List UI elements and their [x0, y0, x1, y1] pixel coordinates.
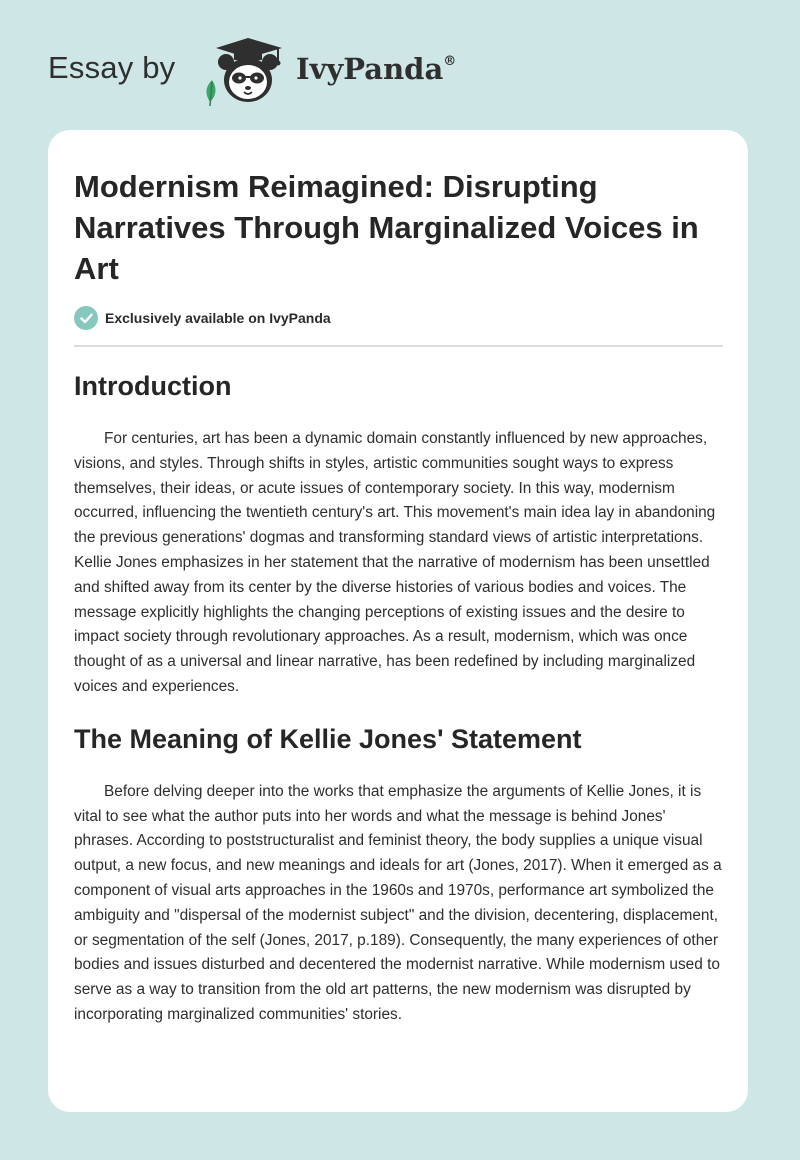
article-content	[74, 166, 723, 1028]
divider	[74, 345, 723, 347]
section-heading-introduction: Introduction	[74, 371, 232, 401]
exclusive-label: Exclusively available on IvyPanda	[105, 310, 331, 326]
panda-logo-icon[interactable]	[198, 36, 290, 108]
article-card	[48, 130, 748, 1112]
section-paragraph-meaning: Before delving deeper into the works that emphasize the arguments of Kellie Jones, it is vital to see what the author puts into her words and what the message is behind Jones' phrases. According to poststructuralist and feminist theory, the body supplies a unique visual output, a new focus, and new meanings and ideals for art (Jones, 2017). When it emerged as a component of visual arts approaches in the 1960s and 1970s, performance art symbolized the ambiguity and "dispersal of the modernist subject" and the division, decentering, displacement, or segmentation of the self (Jones, 2017, p.189). Consequently, the many experiences of other bodies and issues disturbed and decentered the modernist narrative. While modernism used to serve as a way to transition from the old art patterns, the new modernism was disrupted by incorporating marginalized communities' stories.	[74, 782, 722, 1023]
article-title: Modernism Reimagined: Disrupting Narratives Through Marginalized Voices in Art	[74, 169, 699, 286]
section-paragraph-introduction: For centuries, art has been a dynamic domain constantly influenced by new approaches, visions, and styles. Through shifts in styles, artistic communities sought ways to express themselves, their ideas, or acute issues of contemporary society. In this way, modernism occurred, influencing the twentieth century's art. This movement's main idea lay in abandoning the previous generations' dogmas and transforming standard views of artistic interpretations. Kellie Jones emphasizes in her statement that the narrative of modernism has been unsettled and shifted away from its center by the diverse histories of various bodies and voices. The message explicitly highlights the changing perceptions of existing issues and the desire to impact society through revolutionary approaches. As a result, modernism, which was once thought of as a universal and linear narrative, has been redefined by including marginalized voices and experiences.	[74, 430, 716, 695]
check-circle-icon	[74, 306, 98, 330]
exclusive-badge	[74, 305, 723, 331]
site-header	[0, 0, 800, 130]
essay-by-label: Essay by	[48, 50, 176, 85]
brand-name[interactable]: IvyPanda®	[296, 52, 457, 86]
section-heading-meaning: The Meaning of Kellie Jones' Statement	[74, 723, 582, 754]
